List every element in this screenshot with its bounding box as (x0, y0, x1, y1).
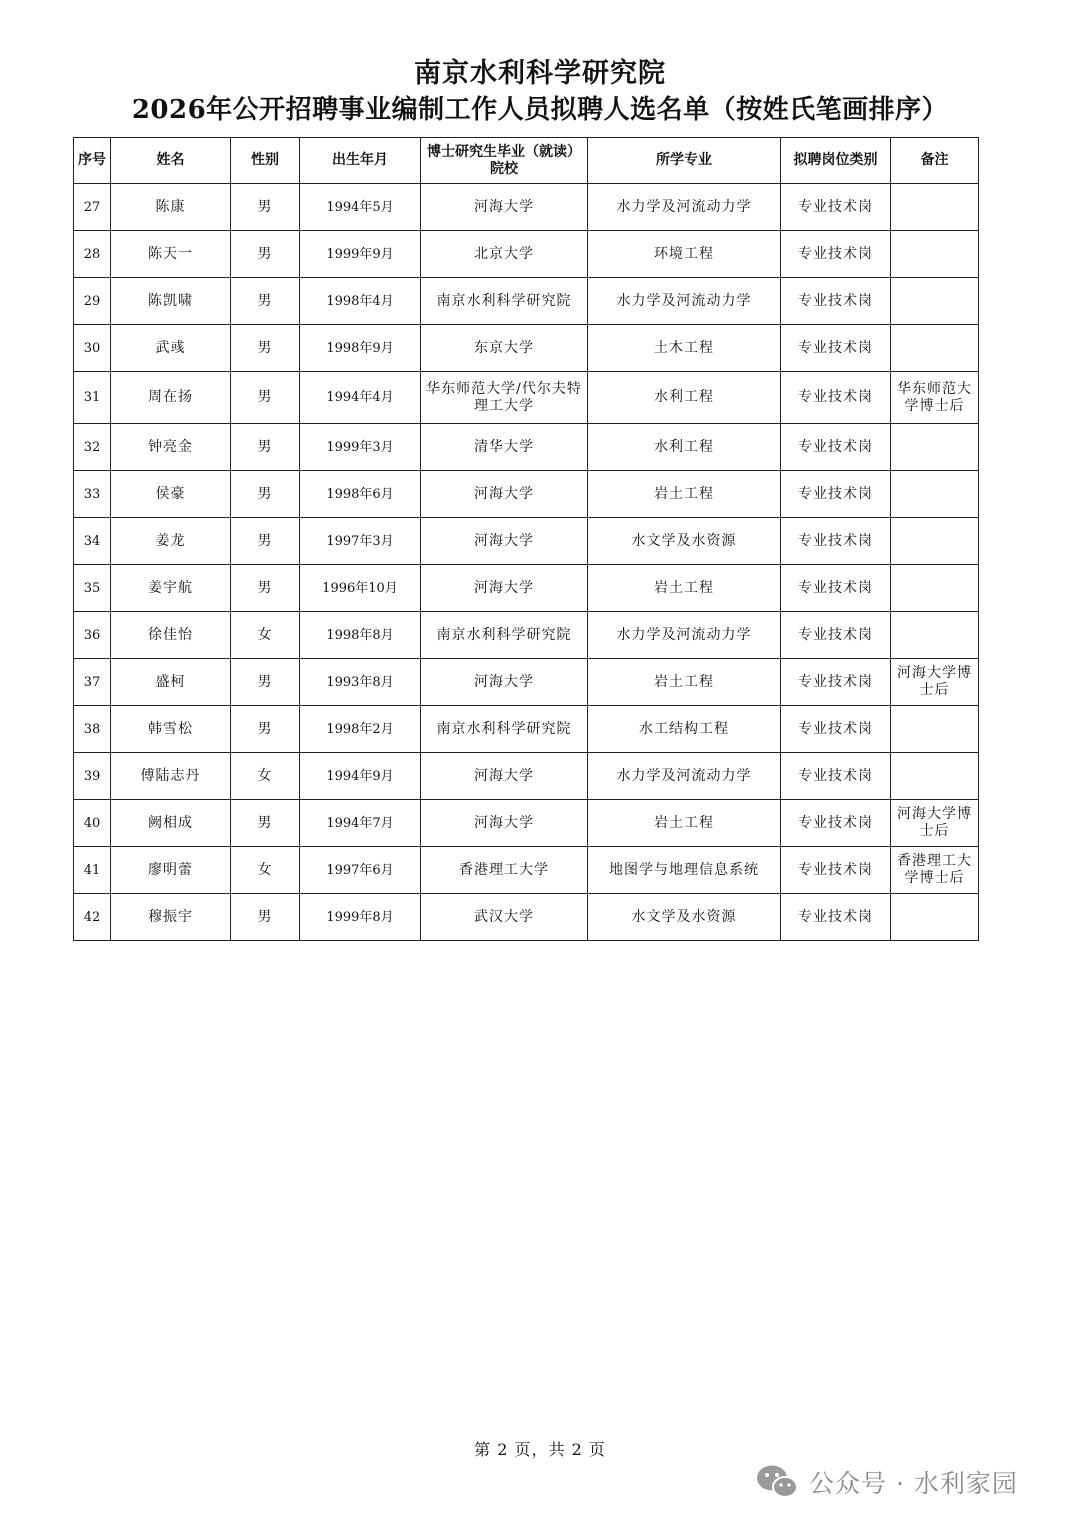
cell-no: 35 (74, 565, 111, 612)
table-body (74, 184, 979, 941)
cell-gender: 男 (231, 800, 300, 847)
cell-name: 傅陆志丹 (111, 753, 231, 800)
cell-no: 40 (74, 800, 111, 847)
cell-name: 周在扬 (111, 372, 231, 424)
table-row (74, 565, 979, 612)
cell-no: 29 (74, 278, 111, 325)
cell-birth: 1997年6月 (300, 847, 421, 894)
cell-major: 水力学及河流动力学 (588, 753, 781, 800)
cell-gender: 男 (231, 325, 300, 372)
cell-birth: 1994年9月 (300, 753, 421, 800)
header-birth: 出生年月 (300, 138, 421, 184)
cell-school: 南京水利科学研究院 (421, 278, 588, 325)
cell-name: 武彧 (111, 325, 231, 372)
cell-school: 河海大学 (421, 518, 588, 565)
cell-name: 姜龙 (111, 518, 231, 565)
cell-school: 武汉大学 (421, 894, 588, 941)
cell-school: 香港理工大学 (421, 847, 588, 894)
cell-birth: 1998年2月 (300, 706, 421, 753)
header-row (74, 138, 979, 184)
cell-post: 专业技术岗 (781, 372, 891, 424)
cell-post: 专业技术岗 (781, 424, 891, 471)
header-gender: 性别 (231, 138, 300, 184)
cell-birth: 1996年10月 (300, 565, 421, 612)
table-row (74, 894, 979, 941)
cell-no: 34 (74, 518, 111, 565)
cell-note: 河海大学博士后 (891, 800, 979, 847)
table-row (74, 847, 979, 894)
cell-gender: 女 (231, 847, 300, 894)
cell-no: 31 (74, 372, 111, 424)
cell-post: 专业技术岗 (781, 847, 891, 894)
cell-birth: 1998年8月 (300, 612, 421, 659)
candidate-table (73, 137, 979, 941)
cell-school: 河海大学 (421, 800, 588, 847)
cell-note: 华东师范大学博士后 (891, 372, 979, 424)
cell-no: 42 (74, 894, 111, 941)
cell-birth: 1998年9月 (300, 325, 421, 372)
cell-no: 38 (74, 706, 111, 753)
cell-major: 水利工程 (588, 372, 781, 424)
cell-post: 专业技术岗 (781, 518, 891, 565)
cell-major: 水工结构工程 (588, 706, 781, 753)
cell-name: 钟亮金 (111, 424, 231, 471)
document-title (0, 56, 1080, 128)
cell-post: 专业技术岗 (781, 659, 891, 706)
table-row (74, 518, 979, 565)
cell-name: 穆振宇 (111, 894, 231, 941)
cell-major: 岩土工程 (588, 471, 781, 518)
cell-birth: 1994年7月 (300, 800, 421, 847)
cell-gender: 男 (231, 659, 300, 706)
cell-gender: 男 (231, 518, 300, 565)
cell-school: 河海大学 (421, 471, 588, 518)
cell-school: 南京水利科学研究院 (421, 706, 588, 753)
cell-no: 33 (74, 471, 111, 518)
cell-post: 专业技术岗 (781, 800, 891, 847)
cell-post: 专业技术岗 (781, 706, 891, 753)
cell-no: 28 (74, 231, 111, 278)
table-row (74, 753, 979, 800)
cell-gender: 男 (231, 471, 300, 518)
watermark (755, 1460, 1018, 1504)
cell-note (891, 612, 979, 659)
cell-gender: 男 (231, 184, 300, 231)
cell-no: 36 (74, 612, 111, 659)
cell-post: 专业技术岗 (781, 278, 891, 325)
cell-birth: 1997年3月 (300, 518, 421, 565)
cell-note (891, 565, 979, 612)
cell-name: 姜宇航 (111, 565, 231, 612)
page-number: 第 2 页，共 2 页 (474, 1440, 606, 1459)
cell-birth: 1993年8月 (300, 659, 421, 706)
header-major: 所学专业 (588, 138, 781, 184)
wechat-icon (755, 1462, 799, 1502)
cell-post: 专业技术岗 (781, 231, 891, 278)
cell-post: 专业技术岗 (781, 753, 891, 800)
cell-note: 河海大学博士后 (891, 659, 979, 706)
cell-school: 北京大学 (421, 231, 588, 278)
cell-note (891, 325, 979, 372)
header-school: 博士研究生毕业（就读）院校 (421, 138, 588, 184)
table-row (74, 184, 979, 231)
cell-name: 陈天一 (111, 231, 231, 278)
cell-post: 专业技术岗 (781, 325, 891, 372)
cell-gender: 男 (231, 894, 300, 941)
cell-post: 专业技术岗 (781, 565, 891, 612)
cell-gender: 男 (231, 278, 300, 325)
header-name: 姓名 (111, 138, 231, 184)
cell-note (891, 424, 979, 471)
table-row (74, 471, 979, 518)
institute-name: 南京水利科学研究院 (414, 58, 666, 89)
cell-name: 陈康 (111, 184, 231, 231)
cell-birth: 1999年9月 (300, 231, 421, 278)
list-title: 2026年公开招聘事业编制工作人员拟聘人选名单（按姓氏笔画排序） (131, 95, 949, 125)
cell-birth: 1994年5月 (300, 184, 421, 231)
cell-major: 岩土工程 (588, 800, 781, 847)
cell-post: 专业技术岗 (781, 184, 891, 231)
cell-birth: 1999年8月 (300, 894, 421, 941)
cell-major: 水力学及河流动力学 (588, 184, 781, 231)
cell-school: 河海大学 (421, 753, 588, 800)
cell-birth: 1999年3月 (300, 424, 421, 471)
cell-school: 华东师范大学/代尔夫特理工大学 (421, 372, 588, 424)
cell-gender: 男 (231, 424, 300, 471)
cell-no: 32 (74, 424, 111, 471)
cell-note (891, 518, 979, 565)
cell-name: 盛柯 (111, 659, 231, 706)
cell-gender: 男 (231, 231, 300, 278)
table-row (74, 612, 979, 659)
table-row (74, 372, 979, 424)
cell-birth: 1998年6月 (300, 471, 421, 518)
cell-school: 清华大学 (421, 424, 588, 471)
table-row (74, 706, 979, 753)
table-row (74, 659, 979, 706)
cell-major: 地图学与地理信息系统 (588, 847, 781, 894)
cell-name: 阙相成 (111, 800, 231, 847)
cell-gender: 女 (231, 753, 300, 800)
cell-gender: 男 (231, 372, 300, 424)
cell-school: 东京大学 (421, 325, 588, 372)
cell-name: 廖明蕾 (111, 847, 231, 894)
cell-gender: 男 (231, 565, 300, 612)
cell-gender: 女 (231, 612, 300, 659)
cell-birth: 1994年4月 (300, 372, 421, 424)
cell-school: 河海大学 (421, 565, 588, 612)
header-post: 拟聘岗位类别 (781, 138, 891, 184)
cell-no: 30 (74, 325, 111, 372)
cell-major: 水文学及水资源 (588, 518, 781, 565)
cell-major: 水力学及河流动力学 (588, 612, 781, 659)
table-row (74, 278, 979, 325)
cell-major: 环境工程 (588, 231, 781, 278)
cell-school: 南京水利科学研究院 (421, 612, 588, 659)
header-note: 备注 (891, 138, 979, 184)
cell-no: 27 (74, 184, 111, 231)
cell-note (891, 753, 979, 800)
cell-gender: 男 (231, 706, 300, 753)
cell-post: 专业技术岗 (781, 612, 891, 659)
cell-note (891, 894, 979, 941)
table-row (74, 800, 979, 847)
cell-note (891, 706, 979, 753)
cell-major: 岩土工程 (588, 565, 781, 612)
cell-note (891, 278, 979, 325)
header-no: 序号 (74, 138, 111, 184)
table-row (74, 424, 979, 471)
cell-major: 水文学及水资源 (588, 894, 781, 941)
cell-major: 水力学及河流动力学 (588, 278, 781, 325)
cell-note (891, 231, 979, 278)
cell-school: 河海大学 (421, 184, 588, 231)
cell-major: 水利工程 (588, 424, 781, 471)
cell-no: 39 (74, 753, 111, 800)
cell-name: 侯豪 (111, 471, 231, 518)
cell-major: 岩土工程 (588, 659, 781, 706)
cell-no: 37 (74, 659, 111, 706)
cell-post: 专业技术岗 (781, 471, 891, 518)
table-row (74, 325, 979, 372)
cell-major: 土木工程 (588, 325, 781, 372)
table-row (74, 231, 979, 278)
cell-note (891, 184, 979, 231)
cell-post: 专业技术岗 (781, 894, 891, 941)
cell-name: 徐佳怡 (111, 612, 231, 659)
cell-school: 河海大学 (421, 659, 588, 706)
cell-note (891, 471, 979, 518)
cell-note: 香港理工大学博士后 (891, 847, 979, 894)
cell-birth: 1998年4月 (300, 278, 421, 325)
cell-name: 韩雪松 (111, 706, 231, 753)
watermark-text: 公众号 · 水利家园 (809, 1469, 1018, 1498)
cell-name: 陈凯啸 (111, 278, 231, 325)
cell-no: 41 (74, 847, 111, 894)
